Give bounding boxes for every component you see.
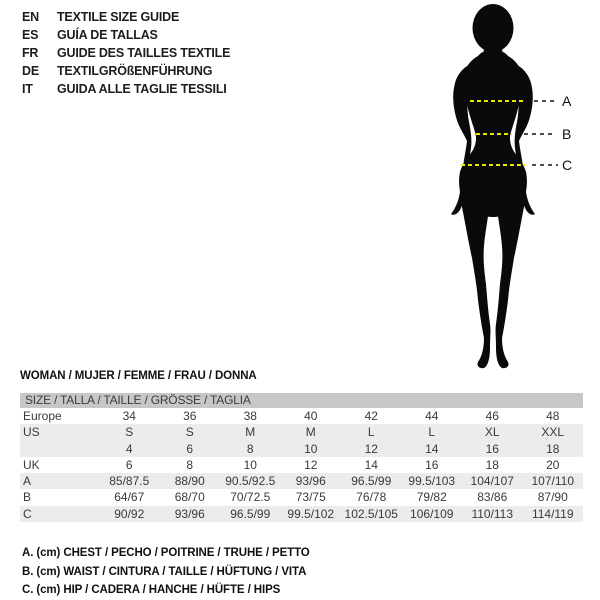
row-label xyxy=(20,441,99,457)
size-cell: 93/96 xyxy=(174,506,205,521)
language-guide-list xyxy=(22,8,230,98)
section-title-woman: WOMAN / MUJER / FEMME / FRAU / DONNA xyxy=(20,370,257,382)
language-row-es xyxy=(22,26,230,44)
language-code: FR xyxy=(22,46,39,60)
size-cell: 83/86 xyxy=(477,490,508,505)
row-label: US xyxy=(23,425,40,440)
size-cell: L xyxy=(428,425,436,440)
size-cell: 16 xyxy=(485,441,499,456)
size-cell: 14 xyxy=(364,457,378,472)
language-row-fr xyxy=(22,44,230,62)
size-cell: 114/119 xyxy=(531,506,574,521)
size-cell: 85/87.5 xyxy=(109,474,150,489)
size-cell: 90/92 xyxy=(114,506,145,521)
size-cell: 10 xyxy=(243,457,257,472)
measurement-legend xyxy=(22,544,310,600)
language-title: GUIDA ALLE TAGLIE TESSILI xyxy=(57,82,227,96)
table-row xyxy=(20,424,583,440)
size-table-header: SIZE / TALLA / TAILLE / GRÖSSE / TAGLIA xyxy=(20,393,583,408)
size-cell: 96.5/99 xyxy=(230,506,271,521)
table-row xyxy=(20,506,583,522)
language-row-en xyxy=(22,8,230,26)
marker-label-c: C xyxy=(562,157,573,173)
size-cell: 99.5/103 xyxy=(408,474,456,489)
size-cell: L xyxy=(367,425,375,440)
size-cell: 14 xyxy=(425,441,439,456)
language-code: EN xyxy=(22,10,39,24)
language-row-it xyxy=(22,80,230,98)
table-row xyxy=(20,441,583,457)
table-row xyxy=(20,473,583,489)
size-cell: 18 xyxy=(546,441,560,456)
size-cell: 8 xyxy=(246,441,254,456)
size-cell: 68/70 xyxy=(174,490,205,505)
woman-silhouette-graphic xyxy=(420,0,600,380)
size-cell: M xyxy=(245,425,256,440)
row-label: B xyxy=(23,490,32,505)
size-cell: 70/72.5 xyxy=(230,490,271,505)
size-cell: 104/107 xyxy=(470,474,514,489)
language-row-de xyxy=(22,62,230,80)
size-cell: S xyxy=(125,425,134,440)
table-row xyxy=(20,457,583,473)
legend-chest: A. (cm) CHEST / PECHO / POITRINE / TRUHE / PETTO xyxy=(22,547,310,559)
size-cell: 73/75 xyxy=(295,490,326,505)
size-cell: 87/90 xyxy=(537,490,568,505)
language-title: GUIDE DES TAILLES TEXTILE xyxy=(57,46,231,60)
size-cell: S xyxy=(185,425,194,440)
size-cell: 12 xyxy=(304,457,318,472)
size-cell: 36 xyxy=(183,409,197,423)
size-cell: 40 xyxy=(304,409,318,423)
marker-label-b: B xyxy=(562,126,572,142)
measurement-figure xyxy=(420,0,600,380)
size-cell: 76/78 xyxy=(356,490,387,505)
row-label: A xyxy=(23,474,32,489)
size-cell: 12 xyxy=(364,441,378,456)
size-cell: 18 xyxy=(485,457,499,472)
size-cell: 88/90 xyxy=(174,474,205,489)
language-code: DE xyxy=(22,64,39,78)
table-row xyxy=(20,408,583,424)
size-cell: 38 xyxy=(243,409,257,423)
language-code: ES xyxy=(22,28,39,42)
size-cell: 8 xyxy=(186,457,194,472)
size-cell: 44 xyxy=(425,409,439,423)
size-cell: 42 xyxy=(364,409,378,423)
size-cell: M xyxy=(305,425,316,440)
size-cell: 64/67 xyxy=(114,490,145,505)
table-row xyxy=(20,489,583,505)
legend-waist: B. (cm) WAIST / CINTURA / TAILLE / HÜFTUNG / VITA xyxy=(22,565,307,578)
size-cell: 4 xyxy=(125,441,133,456)
size-cell: 16 xyxy=(425,457,439,472)
size-cell: 93/96 xyxy=(295,474,326,489)
size-cell: 48 xyxy=(546,409,560,423)
size-cell: XL xyxy=(484,425,500,440)
size-cell: XXL xyxy=(541,425,565,440)
language-title: TEXTILGRÖßENFÜHRUNG xyxy=(57,64,213,78)
size-table-body xyxy=(20,408,583,522)
size-cell: 6 xyxy=(186,441,194,456)
language-code: IT xyxy=(22,82,33,96)
size-cell: 106/109 xyxy=(410,506,454,521)
size-cell: 79/82 xyxy=(416,490,447,505)
marker-label-a: A xyxy=(562,93,572,109)
row-label: Europe xyxy=(23,409,62,423)
size-cell: 110/113 xyxy=(471,506,514,521)
size-cell: 6 xyxy=(125,457,133,472)
size-table xyxy=(20,393,583,522)
size-cell: 99.5/102 xyxy=(287,506,335,521)
row-label: C xyxy=(23,506,32,521)
row-label: UK xyxy=(23,457,40,472)
legend-hip: C. (cm) HIP / CADERA / HANCHE / HÜFTE / HIPS xyxy=(22,584,281,596)
size-cell: 20 xyxy=(546,457,560,472)
size-cell: 102.5/105 xyxy=(344,506,398,521)
size-cell: 107/110 xyxy=(531,474,574,489)
size-cell: 46 xyxy=(485,409,499,423)
language-title: GUÍA DE TALLAS xyxy=(57,28,158,42)
size-cell: 96.5/99 xyxy=(351,474,392,489)
size-cell: 34 xyxy=(122,409,136,423)
size-cell: 10 xyxy=(304,441,318,456)
language-title: TEXTILE SIZE GUIDE xyxy=(57,10,180,24)
size-cell: 90.5/92.5 xyxy=(225,474,276,489)
